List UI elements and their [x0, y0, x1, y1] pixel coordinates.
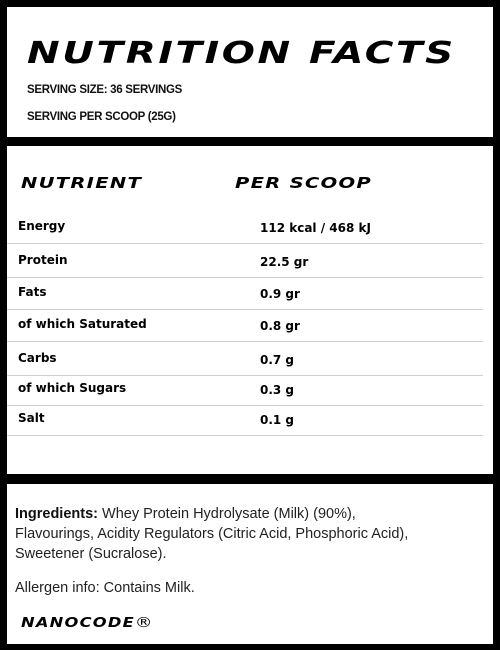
ingredients-panel	[7, 484, 493, 644]
nutrient-name: Salt	[18, 411, 45, 425]
table-row	[7, 342, 483, 376]
nutrient-name: Fats	[18, 285, 47, 299]
nutrient-value: 0.1 g	[260, 413, 295, 427]
table-row	[7, 308, 483, 342]
nutrient-value: 0.8 gr	[260, 319, 300, 333]
nutrient-name: Energy	[18, 219, 66, 233]
brand-name: NANOCODE	[21, 616, 135, 631]
nutrient-name: of which Saturated	[18, 317, 147, 331]
nutrient-value: 0.9 gr	[260, 287, 300, 301]
table-row	[7, 244, 483, 278]
table-row	[7, 372, 483, 406]
page-title: NUTRITION FACTS	[27, 36, 456, 71]
serving-size: SERVING SIZE: 36 SERVINGS	[27, 84, 183, 96]
column-header-nutrient: NUTRIENT	[21, 174, 143, 192]
table-row	[7, 210, 483, 244]
table-row	[7, 402, 483, 436]
serving-per-scoop: SERVING PER SCOOP (25G)	[27, 111, 176, 123]
nutrient-value: 0.7 g	[260, 353, 295, 367]
nutrient-value: 0.3 g	[260, 383, 295, 397]
brand-logo	[21, 615, 152, 631]
nutrient-table	[7, 146, 493, 474]
nutrient-name: Carbs	[18, 351, 57, 365]
nutrient-name: Protein	[18, 253, 68, 267]
ingredients-text	[15, 504, 435, 564]
allergen-info: Allergen info: Contains Milk.	[15, 580, 195, 596]
column-header-per-scoop: PER SCOOP	[235, 174, 372, 192]
registered-mark: ®	[134, 615, 153, 631]
nutrient-value: 112 kcal / 468 kJ	[260, 221, 371, 235]
header-panel	[7, 7, 493, 137]
nutrient-name: of which Sugars	[18, 381, 127, 395]
ingredients-label: Ingredients:	[15, 506, 98, 522]
table-row	[7, 276, 483, 310]
ingredients-list: Whey Protein Hydrolysate (Milk) (90%), Flavourings, Acidity Regulators (Citric Acid, Phosphoric Acid), Sweetener (Sucralose).	[15, 506, 409, 562]
nutrient-value: 22.5 gr	[260, 255, 309, 269]
